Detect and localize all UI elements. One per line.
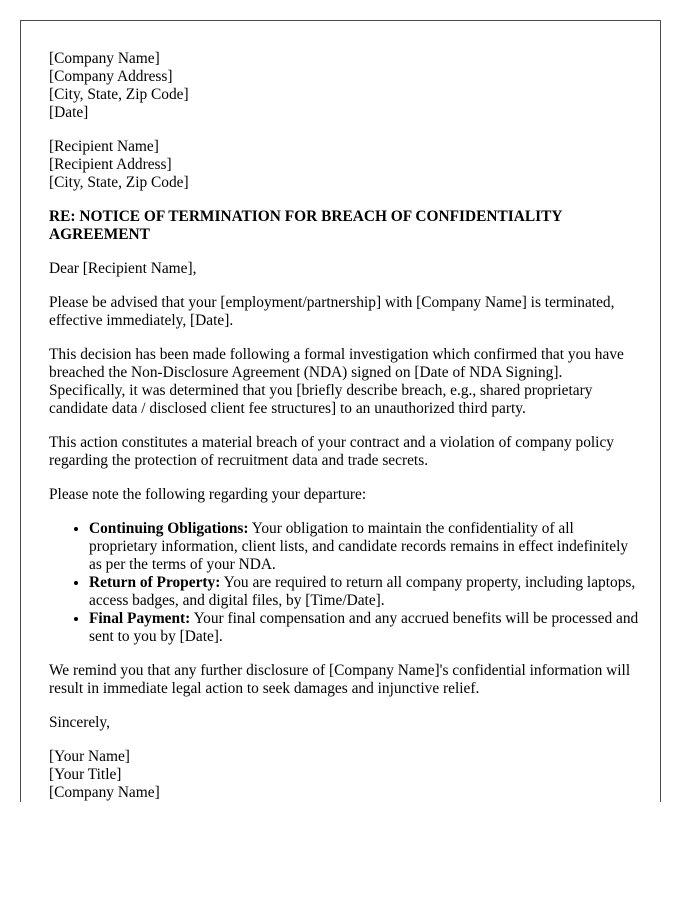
recipient-city-state-zip: [City, State, Zip Code]: [49, 174, 189, 191]
list-item-label: Return of Property:: [89, 574, 221, 591]
sender-block: [49, 50, 639, 122]
letter-date: [Date]: [49, 104, 89, 121]
signature-name: [Your Name]: [49, 748, 130, 765]
paragraph-departure-intro: Please note the following regarding your departure:: [49, 486, 367, 503]
subject-line: RE: NOTICE OF TERMINATION FOR BREACH OF CONFIDENTIALITY AGREEMENT: [49, 208, 562, 243]
signature-company: [Company Name]: [49, 784, 160, 801]
paragraph-termination: Please be advised that your [employment/partnership] with [Company Name] is terminated, effective immediately, [Date].: [49, 294, 615, 329]
letter-body: [49, 50, 639, 802]
departure-list: [49, 520, 639, 646]
list-item-text: You are required to return all company property, including laptops, access badges, and digital files, by [Time/Date].: [89, 574, 636, 609]
salutation: Dear [Recipient Name],: [49, 260, 197, 277]
letter-page: [20, 20, 661, 802]
list-item: [89, 610, 639, 646]
closing: Sincerely,: [49, 714, 110, 731]
list-item-label: Final Payment:: [89, 610, 191, 627]
paragraph-breach: This action constitutes a material breach of your contract and a violation of company policy regarding the protection of recruitment data and trade secrets.: [49, 434, 614, 469]
recipient-address: [Recipient Address]: [49, 156, 172, 173]
recipient-block: [49, 138, 639, 192]
list-item-text: Your final compensation and any accrued benefits will be processed and sent to you by [Date].: [89, 610, 639, 645]
paragraph-investigation: This decision has been made following a formal investigation which confirmed that you have breached the Non-Disclosure Agreement (NDA) signed on [Date of NDA Signing]. Specifically, it was determined that you [briefly describe breach, e.g., shared proprietary candidate data / disclosed client fee structures] to an unauthorized third party.: [49, 346, 624, 417]
paragraph-warning: We remind you that any further disclosure of [Company Name]'s confidential information will result in immediate legal action to seek damages and injunctive relief.: [49, 662, 631, 697]
sender-company-name: [Company Name]: [49, 50, 160, 67]
list-item-label: Continuing Obligations:: [89, 520, 249, 537]
list-item: [89, 520, 639, 574]
sender-city-state-zip: [City, State, Zip Code]: [49, 86, 189, 103]
recipient-name: [Recipient Name]: [49, 138, 159, 155]
signature-block: [49, 748, 639, 802]
sender-company-address: [Company Address]: [49, 68, 173, 85]
signature-title: [Your Title]: [49, 766, 122, 783]
list-item-text: Your obligation to maintain the confidentiality of all proprietary information, client lists, and candidate records remains in effect indefinitely as per the terms of your NDA.: [89, 520, 629, 573]
list-item: [89, 574, 639, 610]
